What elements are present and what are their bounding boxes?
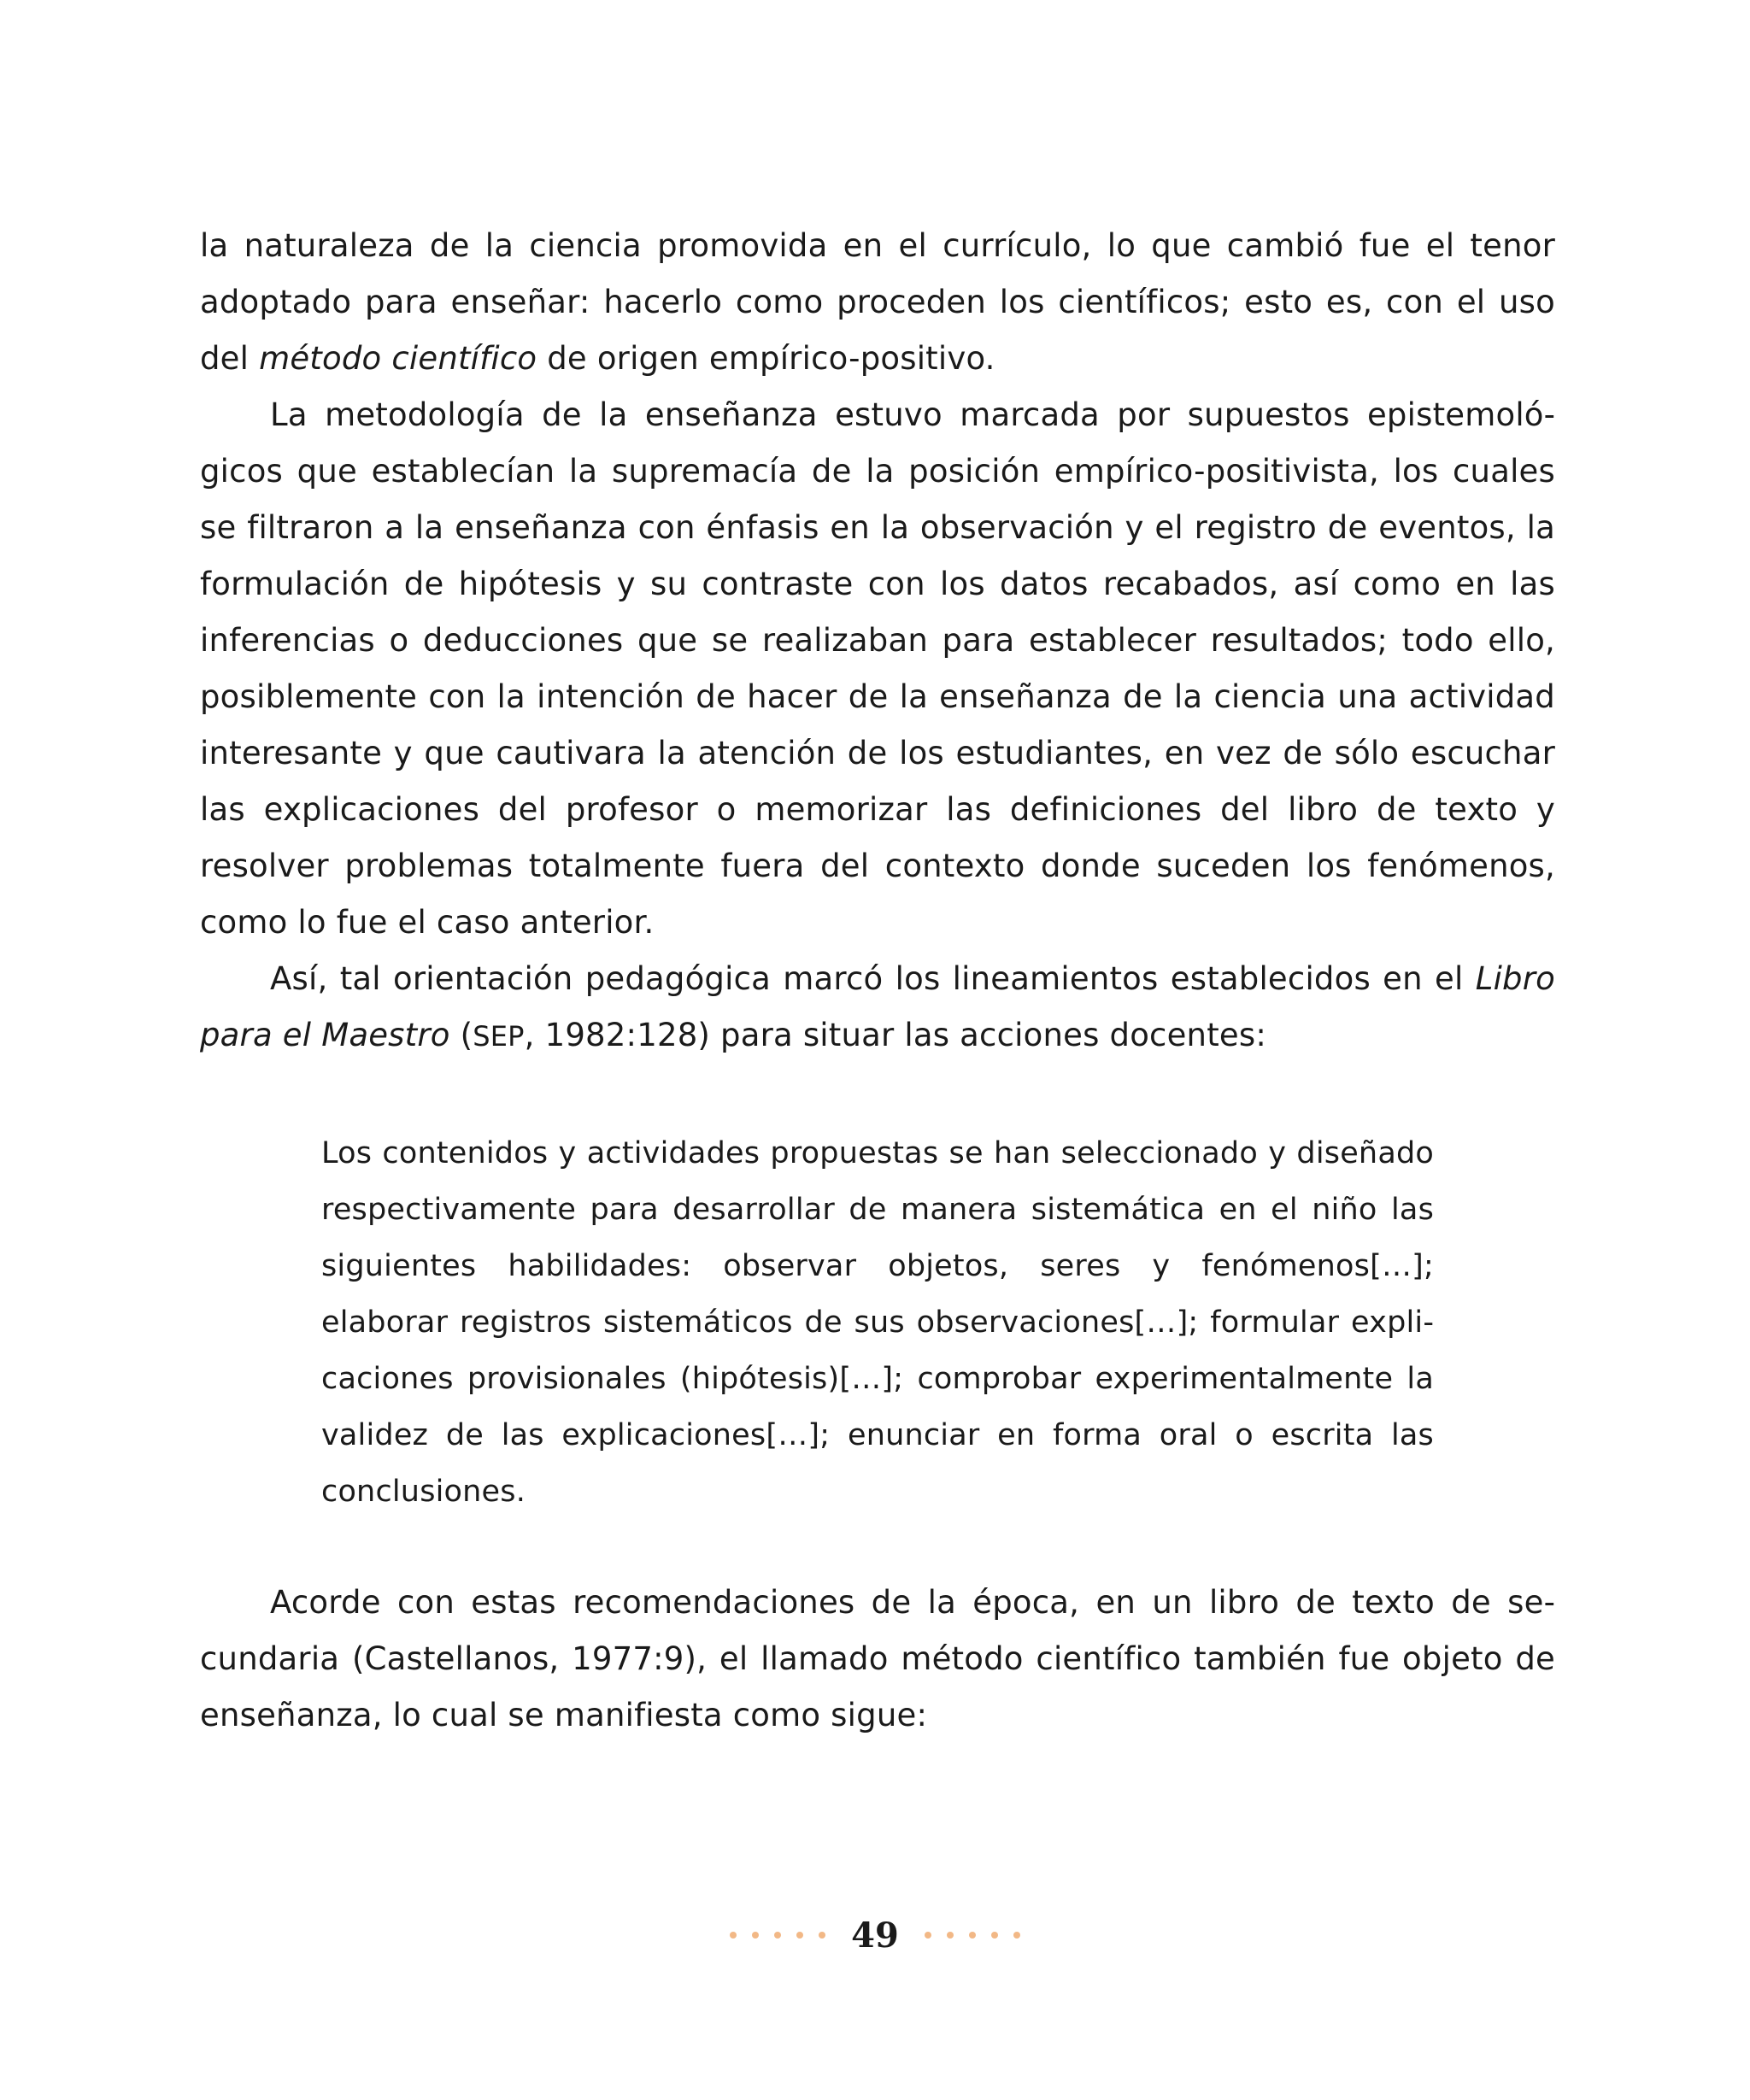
footer-dot — [969, 1932, 976, 1939]
footer-dot — [991, 1932, 998, 1939]
italic-book-title: Libro para el Maestro — [200, 960, 1555, 1053]
footer-dot — [1013, 1932, 1020, 1939]
footer-dot — [819, 1932, 825, 1939]
paragraph-continuation — [200, 218, 1555, 387]
footer-dot — [925, 1932, 931, 1939]
page-number: 49 — [851, 1915, 899, 1956]
paragraph-text: Así, tal orientación pedagógica marcó los lineamientos establecidos en el — [270, 960, 1476, 997]
paragraph-text: ( — [449, 1017, 473, 1053]
paragraph-methodology: La metodología de la enseñanza estuvo marcada por supuestos epistemológicos que establecían la supremacía de la posición empírico-positivista, los cuales se filtraron a la enseñanza con énfasis en la observación y el registro de eventos, la formulación de hipótesis y su contraste con los datos recabados, así como en las inferencias o deducciones que se realizaban para establecer resultados; todo ello, posiblemente con la intención de hacer de la enseñanza de la ciencia una actividad interesante y que cautivara la atención de los estudiantes, en vez de sólo escuchar las explicaciones del profesor o memorizar las definiciones del libro de texto y resolver problemas totalmente fuera del contexto donde suceden los fenómenos, como lo fue el caso anterior. — [200, 396, 1555, 941]
footer-dot — [796, 1932, 803, 1939]
paragraph-text: de origen empírico-positivo. — [537, 340, 995, 377]
smallcaps-acronym: SEP — [473, 1020, 525, 1053]
italic-term: método científico — [259, 340, 537, 377]
paragraph-accordance: Acorde con estas recomendaciones de la época, en un libro de texto de secundaria (Castellanos, 1977:9), el llamado método científico también fue objeto de enseñanza, lo cual se manifiesta como sigue: — [200, 1584, 1555, 1733]
body-text-top — [200, 218, 1555, 1065]
footer-dot — [752, 1932, 759, 1939]
paragraph-text: la naturaleza de la ciencia promovida en el currículo, lo que cambió fue el tenor adoptado para enseñar: hacerlo como proceden los científicos; esto es, con el uso del — [200, 227, 1555, 377]
footer-dots-left — [730, 1932, 825, 1939]
footer-dot — [774, 1932, 781, 1939]
paragraph-text: , 1982:128) para situar las acciones docentes: — [524, 1017, 1267, 1053]
page-footer — [0, 1909, 1750, 1961]
footer-dot — [947, 1932, 954, 1939]
body-text-bottom — [200, 1575, 1555, 1744]
paragraph-orientation — [200, 951, 1555, 1065]
block-quote — [321, 1125, 1434, 1520]
footer-dots-right — [925, 1932, 1020, 1939]
footer-dot — [730, 1932, 737, 1939]
quote-text: Los contenidos y actividades propuestas se han seleccionado y diseñado respectivamente para desarrollar de manera sistemática en el niño las siguientes habilidades: observar objetos, seres y fenómenos[…]; elaborar registros sistemáticos de sus observaciones[…]; formular explicaciones provisionales (hipótesis)[…]; comprobar experimentalmente la validez de las explicaciones[…]; enunciar en forma oral o escrita las conclusiones. — [321, 1136, 1434, 1509]
